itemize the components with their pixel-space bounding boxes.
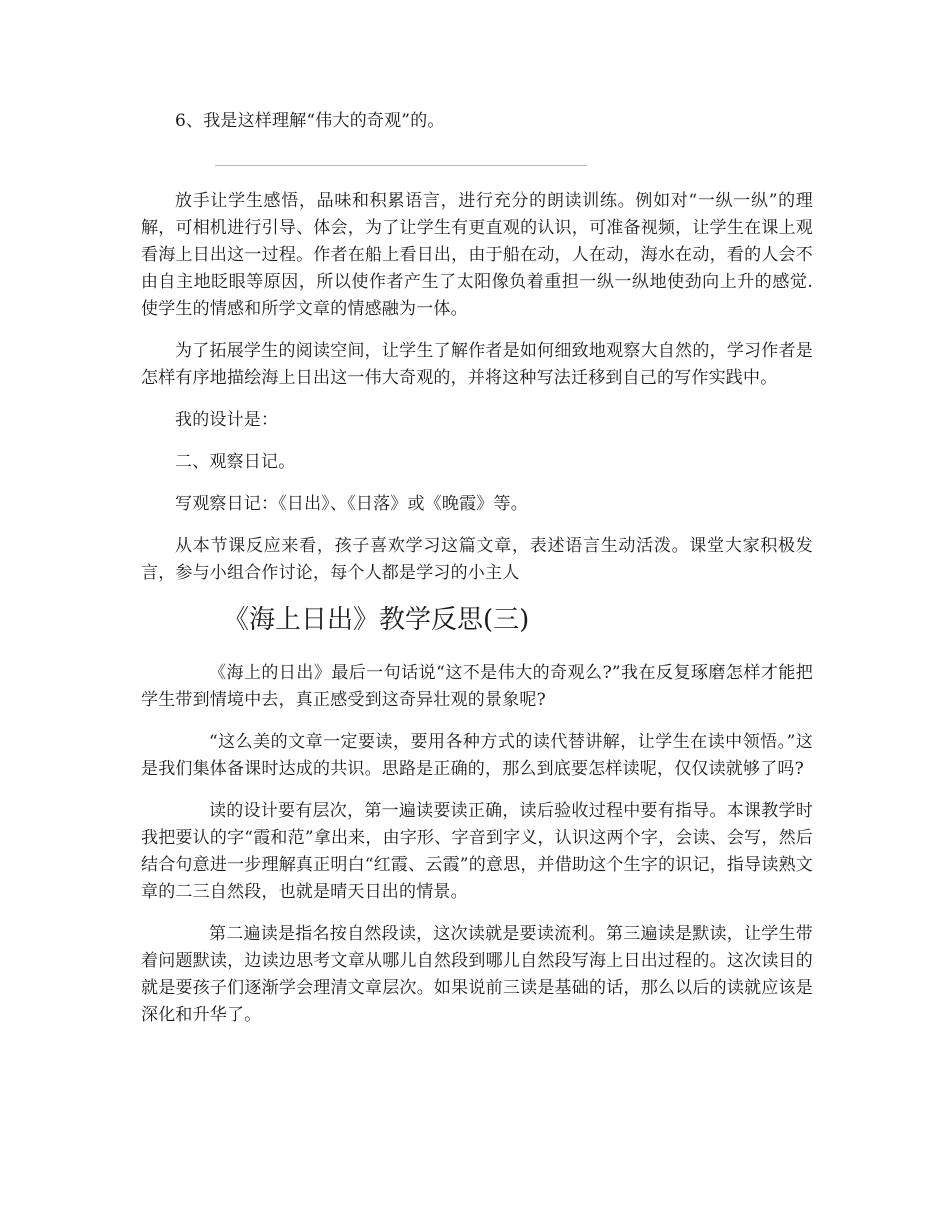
paragraph-my-design: 我的设计是： (175, 410, 279, 430)
section-heading: 《海上日出》教学反思(三) (223, 605, 530, 635)
document-page (141, 108, 813, 1044)
answer-blank-line (215, 165, 587, 166)
paragraph-extend-reading: 为了拓展学生的阅读空间，让学生了解作者是如何细致地观察大自然的，学习作者是怎样有序地描绘海上日出这一伟大奇观的，并将这种写法迁移到自己的写作实践中。 (141, 341, 813, 388)
paragraph-second-reading: 第二遍读是指名按自然段读，这次读就是要读流利。第三遍读是默读，让学生带着问题默读，边读边思考文章从哪儿自然段到哪儿自然段写海上日出过程的。这次读目的就是要孩子们逐渐学会理清文章层次。如果说前三读是基础的话，那么以后的读就应该是深化和升华了。 (141, 924, 813, 1025)
paragraph-guided-reading: 放手让学生感悟，品味和积累语言，进行充分的朗读训练。例如对“一纵一纵”的理解，可相机进行引导、体会，为了让学生有更直观的认识，可准备视频，让学生在课上观看海上日出这一过程。作者在船上看日出，由于船在动，人在动，海水在动，看的人会不由自主地眨眼等原因，所以使作者产生了太阳像负着重担一纵一纵地使劲向上升的感觉.使学生的情感和所学文章的情感融为一体。 (141, 191, 813, 319)
paragraph-observation-diary: 二、观察日记。 (175, 452, 296, 472)
paragraph-class-feedback: 从本节课反应来看，孩子喜欢学习这篇文章，表述语言生动活泼。课堂大家积极发言，参与小组合作讨论，每个人都是学习的小主人 (141, 536, 813, 583)
paragraph-diary-topics: 写观察日记：《日出》、《日落》或《晚霞》等。 (175, 494, 528, 514)
paragraph-first-reading: 读的设计要有层次，第一遍读要读正确，读后验收过程中要有指导。本课教学时我把要认的字“霞和范”拿出来，由字形、字音到字义，认识这两个字，会读、会写，然后结合句意进一步理解真正明白“红霞、云霞”的意思，并借助这个生字的识记，指导读熟文章的二三自然段，也就是晴天日出的情景。 (141, 801, 813, 902)
paragraph-reflection-intro: 《海上的日出》最后一句话说“这不是伟大的奇观么?”我在反复琢磨怎样才能把学生带到情境中去，真正感受到这奇异壮观的景象呢? (141, 663, 813, 710)
paragraph-reading-consensus: “这么美的文章一定要读，要用各种方式的读代替讲解，让学生在读中领悟。”这是我们集体备课时达成的共识。思路是正确的，那么到底要怎样读呢，仅仅读就够了吗? (141, 732, 813, 779)
question-6: 6、我是这样理解“伟大的奇观”的。 (175, 111, 445, 131)
